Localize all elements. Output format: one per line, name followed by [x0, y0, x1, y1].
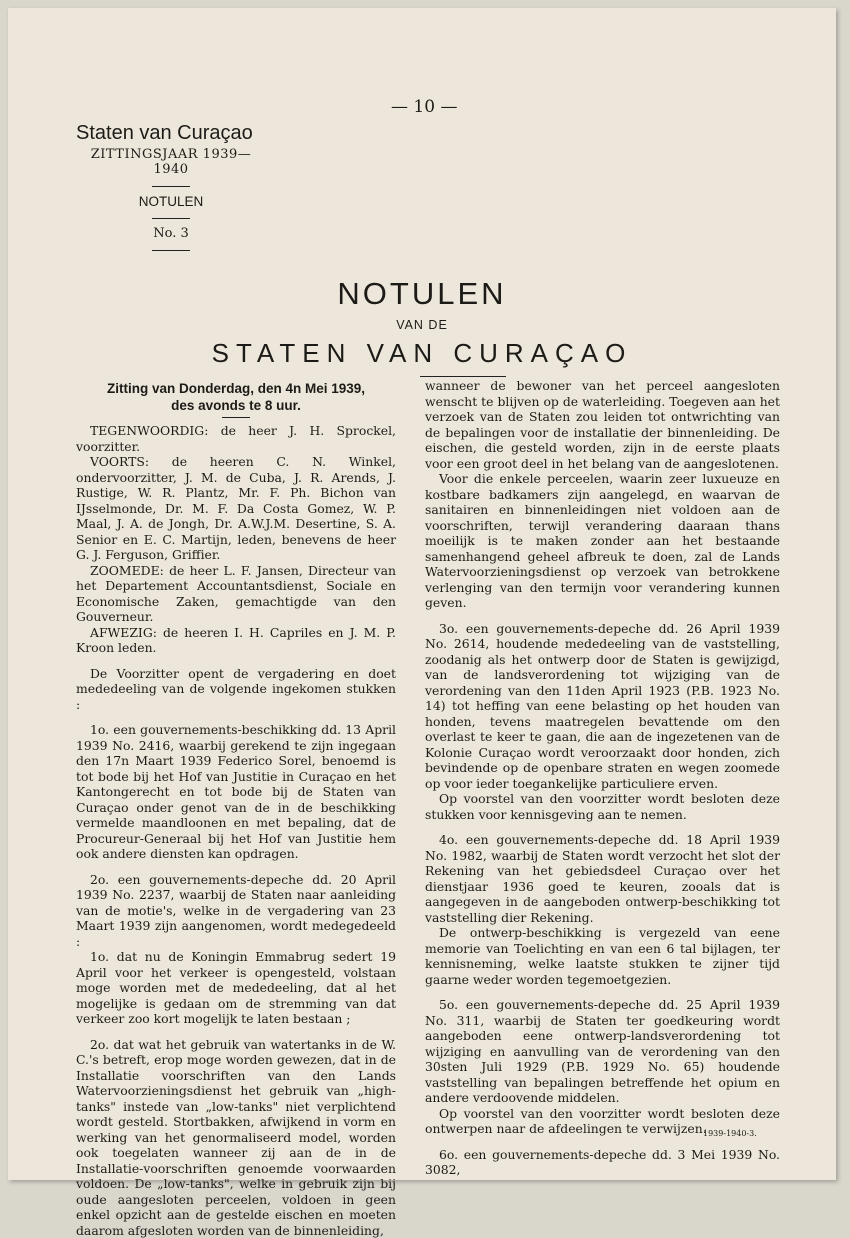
masthead-notulen: NOTULEN — [76, 194, 266, 209]
masthead — [76, 115, 266, 258]
item-paragraph: 1o. een gouvernements-beschikking dd. 13 April 1939 No. 2416, waarbij gerekend te zijn ingegaan den 17n Maart 1939 Federico Sorel, benoemd is tot bode bij het Hof van Justitie in Curaçao en het Kantongerecht en tot bode bij de Staten van Curaçao onder genot van de in de beschikking vermelde maandloonen en met bepaling, dat de Procureur-Generaal bij het Hof van Justitie hem ook andere diensten kan opdragen. — [76, 722, 396, 862]
item-paragraph: 2o. een gouvernements-depeche dd. 20 April 1939 No. 2237, waarbij de Staten naar aanleiding van de motie's, welke in de vergadering van 23 Maart 1939 zijn aangenomen, wordt medegedeeld : — [76, 872, 396, 950]
masthead-divider — [152, 186, 190, 187]
sub-item-paragraph: 1o. dat nu de Koningin Emmabrug sedert 19 April voor het verkeer is opengesteld, volstaan moge worden met de mededeeling, dat al het mogelijke is gedaan om de stremming van dat verkeer zoo kort mogelijk te laten bestaan ; — [76, 949, 396, 1027]
title-divider — [420, 376, 506, 377]
decision-paragraph: Op voorstel van den voorzitter wordt besloten deze stukken voor kennisgeving aan te nemen. — [425, 791, 780, 822]
masthead-number: No. 3 — [76, 226, 266, 241]
main-title: NOTULEN — [8, 276, 836, 312]
attendance-government: ZOOMEDE: de heer L. F. Jansen, Directeur van het Departement Accountantsdienst, Sociale en Economische Zaken, gemachtigde van den Gouverneur. — [76, 563, 396, 625]
document-page — [8, 8, 836, 1180]
session-date: Zitting van Donderdag, den 4n Mei 1939, — [76, 380, 396, 397]
attendance-present: TEGENWOORDIG: de heer J. H. Sprockel, voorzitter. — [76, 423, 396, 454]
masthead-year: ZITTINGSJAAR 1939—1940 — [76, 147, 266, 177]
item-paragraph: 6o. een gouvernements-depeche dd. 3 Mei 1939 No. 3082, — [425, 1147, 780, 1178]
attendance-absent: AFWEZIG: de heeren I. H. Capriles en J. M. P. Kroon leden. — [76, 625, 396, 656]
session-time: des avonds te 8 uur. — [76, 397, 396, 414]
attendance-also: VOORTS: de heeren C. N. Winkel, ondervoorzitter, J. M. de Cuba, J. R. Arends, J. Rustige, W. R. Plantz, Mr. F. Ph. Bichon van IJsselmonde, Dr. M. F. Da Costa Gomez, W. P. Maal, J. A. de Jongh, Dr. A.W.J.M. Desertine, S. A. Senior en E. C. Martijn, leden, benevens de heer G. J. Ferguson, Griffier. — [76, 454, 396, 563]
body-paragraph: Voor die enkele perceelen, waarin zeer luxueuze en kostbare badkamers zijn aangelegd, en waarvan de sanitairen en binnenleidingen niet voldoen aan de voorschriften, terwijl verandering daaraan thans moeilijk is te maken zonder aan het bestaande samenhangend geheel afbreuk te doen, zal de Lands Watervoorzieningsdienst op verzoek van betrokkene verlenging van den termijn voor verandering kunnen geven. — [425, 471, 780, 611]
sub-item-paragraph: 2o. dat wat het gebruik van watertanks in de W. C.'s betreft, erop moge worden gewezen, dat in de Installatie voorschriften van den Lands Watervoorzieningsdienst het gebruik van „high-tanks" instede van „low-tanks" niet verplichtend wordt gesteld. Stortbakken, afwijkend in vorm en werking van het genormaliseerd model, worden ook toegelaten wanneer zij aan de in de Installatie-voorschriften genoemde voorwaarden voldoen. De „low-tanks", welke in gebruik zijn bij oude aangesloten perceelen, voldoen in geen enkel opzicht aan de gestelde eischen en moeten daarom afgesloten worden van de binnenleiding, — [76, 1037, 396, 1238]
masthead-divider — [152, 250, 190, 251]
session-divider — [222, 417, 250, 418]
item-paragraph: 5o. een gouvernements-depeche dd. 25 April 1939 No. 311, waarbij de Staten ter goedkeuring wordt aangeboden eene ontwerp-landsverordening tot wijziging en aanvulling van de verordening van den 30sten Juli 1929 (P.B. 1929 No. 65) houdende vaststelling van bepalingen betreffende het opium en andere verdoovende middelen. — [425, 997, 780, 1106]
continued-paragraph: wanneer de bewoner van het perceel aangesloten wenscht te blijven op de waterleiding. Toegeven aan het verzoek van de Staten zou leiden tot ontwrichting van de bepalingen voor de installatie der binnenleiding. De eischen, die gesteld worden, zijn in de eerste plaats voor een groot deel in het belang van de aangeslotenen. — [425, 378, 780, 471]
item-paragraph: 4o. een gouvernements-depeche dd. 18 April 1939 No. 1982, waarbij de Staten wordt verzocht het slot der Rekening van het gebiedsdeel Curaçao over het dienstjaar 1936 goed te keuren, zooals dat is aangegeven in de aangeboden ontwerp-beschikking tot vaststelling dier Rekening. — [425, 832, 780, 925]
item-paragraph: 3o. een gouvernements-depeche dd. 26 April 1939 No. 2614, houdende mededeeling van de vaststelling, zoodanig als het ontwerp door de Staten is gewijzigd, van de landsverordening tot wijziging van de verordening van den 11den April 1923 (P.B. 1923 No. 14) tot heffing van eene belasting op het houden van honden, tevens maatregelen bevattende om den overlast te keer te gaan, die aan de ingezetenen van de Kolonie Curaçao wordt veroorzaakt door honden, zich bevindende op de openbare straten en wegen zoomede op voor ieder toegankelijke particuliere erven. — [425, 621, 780, 792]
opening-paragraph: De Voorzitter opent de vergadering en doet mededeeling van de volgende ingekomen stukken : — [76, 666, 396, 713]
page-number: — 10 — — [391, 97, 457, 117]
masthead-title: Staten van Curaçao — [76, 122, 266, 145]
left-column — [76, 423, 396, 1238]
masthead-divider — [152, 218, 190, 219]
right-column — [425, 378, 780, 1178]
body-paragraph: De ontwerp-beschikking is vergezeld van eene memorie van Toelichting en van een 6 tal bijlagen, ter kennisneming, welke laatste stukken te zijner tijd gaarne weder worden tegemoetgezien. — [425, 925, 780, 987]
main-title-body: STATEN VAN CURAÇAO — [8, 338, 836, 369]
footer-code: 1939-1940-3. — [703, 1129, 757, 1138]
decision-paragraph: Op voorstel van den voorzitter wordt besloten deze ontwerpen naar de afdeelingen te verwijzen. — [425, 1106, 780, 1137]
session-heading — [76, 380, 396, 418]
main-title-subline: VAN DE — [8, 318, 836, 332]
